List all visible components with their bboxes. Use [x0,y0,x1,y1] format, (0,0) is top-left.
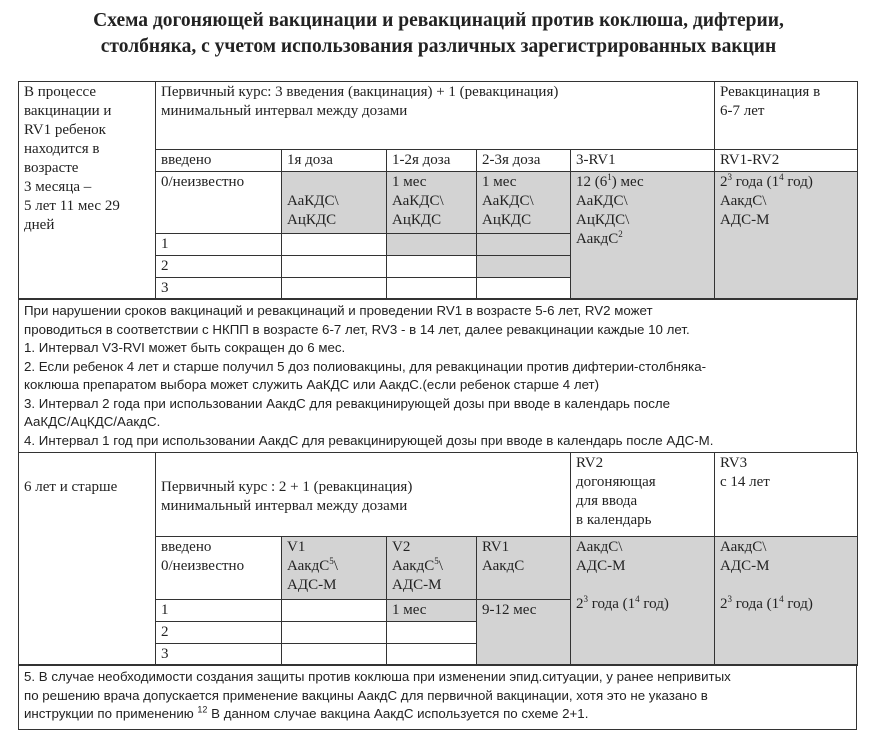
age-group-cell: В процессе вакцинации и RV1 ребенок находится в возрасте 3 месяца – 5 лет 11 мес 29 дней [19,82,156,300]
note-line: 1. Интервал V3-RVI может быть сокращен до 6 мес. [24,340,346,355]
notes-block-2 [18,664,857,730]
dose-1-2-interval: 1 мес АаКДС\ АцКДС [387,172,477,234]
note-line: инструкции по применению $^{12}$ В данном случае вакцина АакдС используется по схеме 2+1. [24,704,589,721]
page-title [0,8,877,60]
rv3-cell: АакдС\ АДС-М $2^3$ года ($1^4$ год) [715,537,858,666]
given-row-2: 2 [156,256,282,278]
rv1-rv2-interval: $2^3$ года ($1^4$ год) АакдС\ АДС-М [715,172,858,300]
row3-v1 [282,644,387,666]
schedule-table-6-plus [18,452,858,666]
primary-course-header: Первичный курс: 3 введения (вакцинация) + 1 (ревакцинация) минимальный интервал между дозами [156,82,715,150]
row2-dose-1 [282,256,387,278]
row2-dose-1-2 [387,256,477,278]
given-row-2: 2 [156,622,282,644]
note-line: 3. Интервал 2 года при использовании АакдС для ревакцинирующей дозы при вводе в календарь после [24,395,671,411]
note-line: 5. В случае необходимости создания защиты против коклюша при изменении эпид.ситуации, у ранее непривитых [24,669,731,684]
given-row-1: 1 [156,600,282,622]
col-3-rv1: 3-RV1 [571,150,715,172]
row1-v1 [282,600,387,622]
revaccination-header: Ревакцинация в 6-7 лет [715,82,858,150]
dose-3-rv1-interval: 12 $(6^1)$ мес АаКДС\ АцКДС\ АакдС$^2$ [571,172,715,300]
rv3-header: RV3 с 14 лет [715,453,858,537]
v1-cell: V1 АакдС$^5$\ АДС-М [282,537,387,600]
title-line-2: столбняка, с учетом использования различных зарегистрированных вакцин [100,36,777,57]
col-dose-1-2: 1-2я доза [387,150,477,172]
given-row-3: 3 [156,278,282,300]
row3-dose-1 [282,278,387,300]
given-row-1: 1 [156,234,282,256]
rv2-catchup-header: RV2 догоняющая для ввода в календарь [571,453,715,537]
row2-v1 [282,622,387,644]
age-group-6-plus: 6 лет и старше [19,453,156,666]
col-dose-1: 1я доза [282,150,387,172]
v2-cell: V2 АакдС$^5$\ АДС-М [387,537,477,600]
dose-2-3-interval: 1 мес АаКДС\ АцКДС [477,172,571,234]
given-row-3: 3 [156,644,282,666]
rv1-cell: RV1 АакдС [477,537,571,600]
note-line: по решению врача допускается применение вакцины АакдС для первичной вакцинации, хотя это не указано в [24,687,708,703]
note-line: проводиться в соответствии с НКПП в возрасте 6-7 лет, RV3 - в 14 лет, далее ревакцинации каждые 10 лет. [24,321,690,337]
col-rv1-rv2: RV1-RV2 [715,150,858,172]
col-given: введено [156,150,282,172]
given-unknown: 0/неизвестно [156,172,282,234]
row3-dose-1-2 [387,278,477,300]
note-line: коклюша препаратом выбора может служить АаКДС или АакдС.(если ребенок старше 4 лет) [24,377,600,392]
note-line: При нарушении сроков вакцинаций и ревакцинаций и проведении RV1 в возрасте 5-6 лет, RV2 может [24,303,653,318]
schedule-table-under-6 [18,81,858,300]
title-line-1: Схема догоняющей вакцинации и ревакцинаций против коклюша, дифтерии, [93,10,784,31]
notes-block-1 [18,298,857,453]
note-line: 4. Интервал 1 год при использовании АакдС для ревакцинирующей дозы при вводе в календарь после АДС-М. [24,432,714,448]
row1-dose-1 [282,234,387,256]
note-line: 2. Если ребенок 4 лет и старше получил 5 доз полиовакцины, для ревакцинации против дифтерии-столбняка- [24,358,707,374]
row1-v2-interval: 1 мес [387,600,477,622]
row1-dose-2-3 [477,234,571,256]
dose-1-vaccines: АаКДС\ АцКДС [282,172,387,234]
row1-rv1-interval: 9-12 мес [477,600,571,666]
given-unknown-2: введено 0/неизвестно [156,537,282,600]
col-dose-2-3: 2-3я доза [477,150,571,172]
primary-course-2-header: Первичный курс : 2 + 1 (ревакцинация) минимальный интервал между дозами [156,453,571,537]
row2-dose-2-3 [477,256,571,278]
rv2-cell: АакдС\ АДС-М $2^3$ года ($1^4$ год) [571,537,715,666]
row3-dose-2-3 [477,278,571,300]
row1-dose-1-2 [387,234,477,256]
row3-v2 [387,644,477,666]
note-line: АаКДС/АцКДС/АакдС. [24,414,161,429]
row2-v2 [387,622,477,644]
